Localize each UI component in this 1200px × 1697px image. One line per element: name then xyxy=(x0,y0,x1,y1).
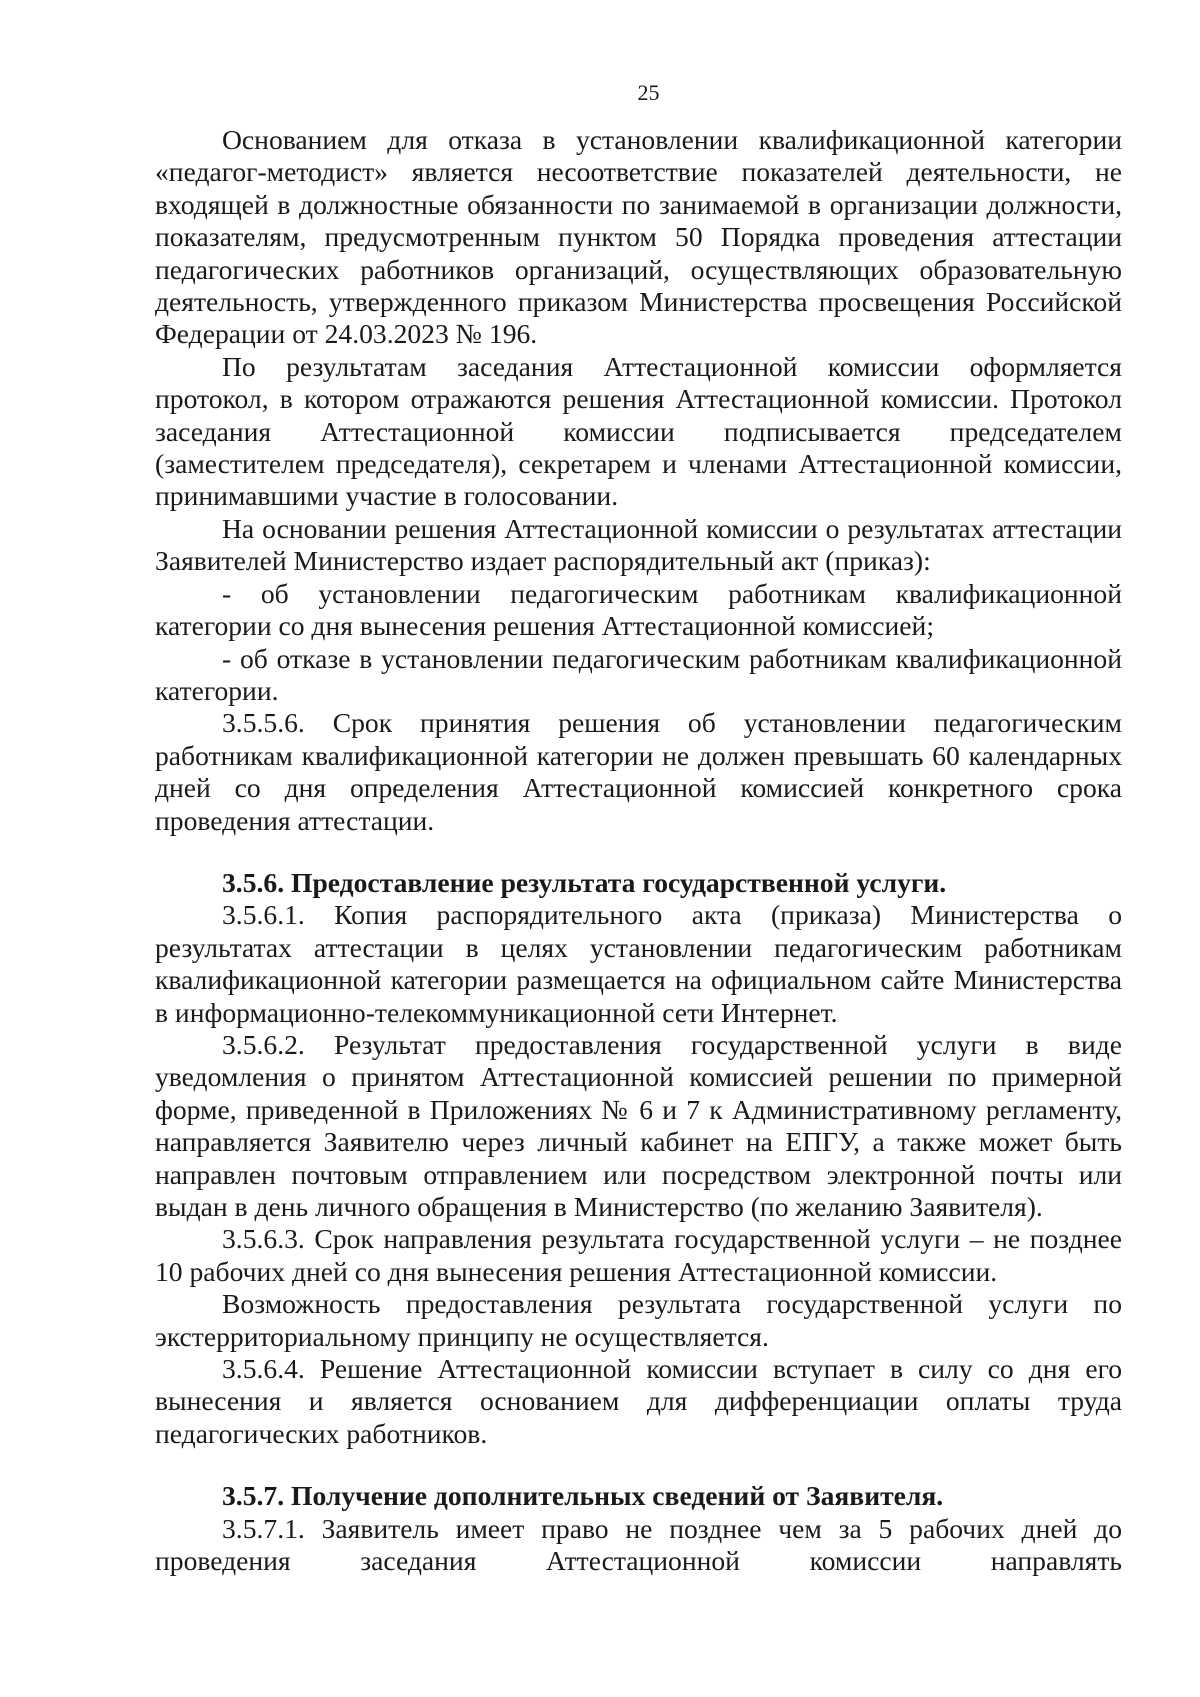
section-heading-3-5-7: 3.5.7. Получение дополнительных сведений от Заявителя. xyxy=(222,1480,944,1512)
list-item-refusal: - об отказе в установлении педагогическим работникам квалификационной категории. xyxy=(155,642,1122,706)
paragraph-3-5-6-1: 3.5.6.1. Копия распорядительного акта (приказа) Министерства о результатах аттестации в целях установлении педагогическим работникам квалификационной категории размещается на официальном сайте Министерства в информационно-телекоммуникационной сети Интернет. xyxy=(155,899,1122,1028)
paragraph-3-5-6-4: 3.5.6.4. Решение Аттестационной комиссии вступает в силу со дня его вынесения и является основанием для дифференциации оплаты труда педагогических работников. xyxy=(155,1353,1122,1449)
paragraph-ministry-order: На основании решения Аттестационной комиссии о результатах аттестации Заявителей Министерство издает распорядительный акт (приказ): xyxy=(155,512,1122,577)
list-item-establishment: - об установлении педагогическим работникам квалификационной категории со дня вынесения решения Аттестационной комиссией; xyxy=(155,577,1122,642)
paragraph-3-5-6-2: 3.5.6.2. Результат предоставления государственной услуги в виде уведомления о принятом Аттестационной комиссией решении по примерной форме, приведенной в Приложениях № 6 и 7 к Административному регламенту, направляется Заявителю через личный кабинет на ЕПГУ, а также может быть направлен почтовым отправлением или посредством электронной почты или выдан в день личного обращения в Министерство (по желанию Заявителя). xyxy=(155,1028,1122,1222)
paragraph-refusal-grounds: Основанием для отказа в установлении квалификационной категории «педагог-методист» является несоответствие показателей деятельности, не входящей в должностные обязанности по занимаемой в организации должности, показателям, предусмотренным пунктом 50 Порядка проведения аттестации педагогических работников организаций, осуществляющих образовательную деятельность, утвержденного приказом Министерства просвещения Российской Федерации от 24.03.2023 № 196. xyxy=(155,124,1122,350)
paragraph-3-5-5-6: 3.5.5.6. Срок принятия решения об установлении педагогическим работникам квалификационной категории не должен превышать 60 календарных дней со дня определения Аттестационной комиссией конкретного срока проведения аттестации. xyxy=(155,707,1122,836)
paragraph-protocol: По результатам заседания Аттестационной комиссии оформляется протокол, в котором отражаются решения Аттестационной комиссии. Протокол заседания Аттестационной комиссии подписывается председателем (заместителем председателя), секретарем и членами Аттестационной комиссии, принимавшими участие в голосовании. xyxy=(155,350,1122,512)
section-heading-3-5-6: 3.5.6. Предоставление результата государственной услуги. xyxy=(222,866,947,898)
section-gap xyxy=(155,1450,1122,1480)
paragraph-3-5-7-1: 3.5.7.1. Заявитель имеет право не позднее чем за 5 рабочих дней до проведения заседания Аттестационной комиссии направлять xyxy=(155,1512,1122,1577)
paragraph-3-5-6-3: 3.5.6.3. Срок направления результата государственной услуги – не позднее 10 рабочих дней со дня вынесения решения Аттестационной комиссии. xyxy=(155,1223,1122,1287)
document-page xyxy=(155,78,1122,1577)
section-gap xyxy=(155,837,1122,867)
page-number: 25 xyxy=(637,80,660,105)
paragraph-extraterritorial: Возможность предоставления результата государственной услуги по экстерриториальному принципу не осуществляется. xyxy=(155,1288,1122,1352)
